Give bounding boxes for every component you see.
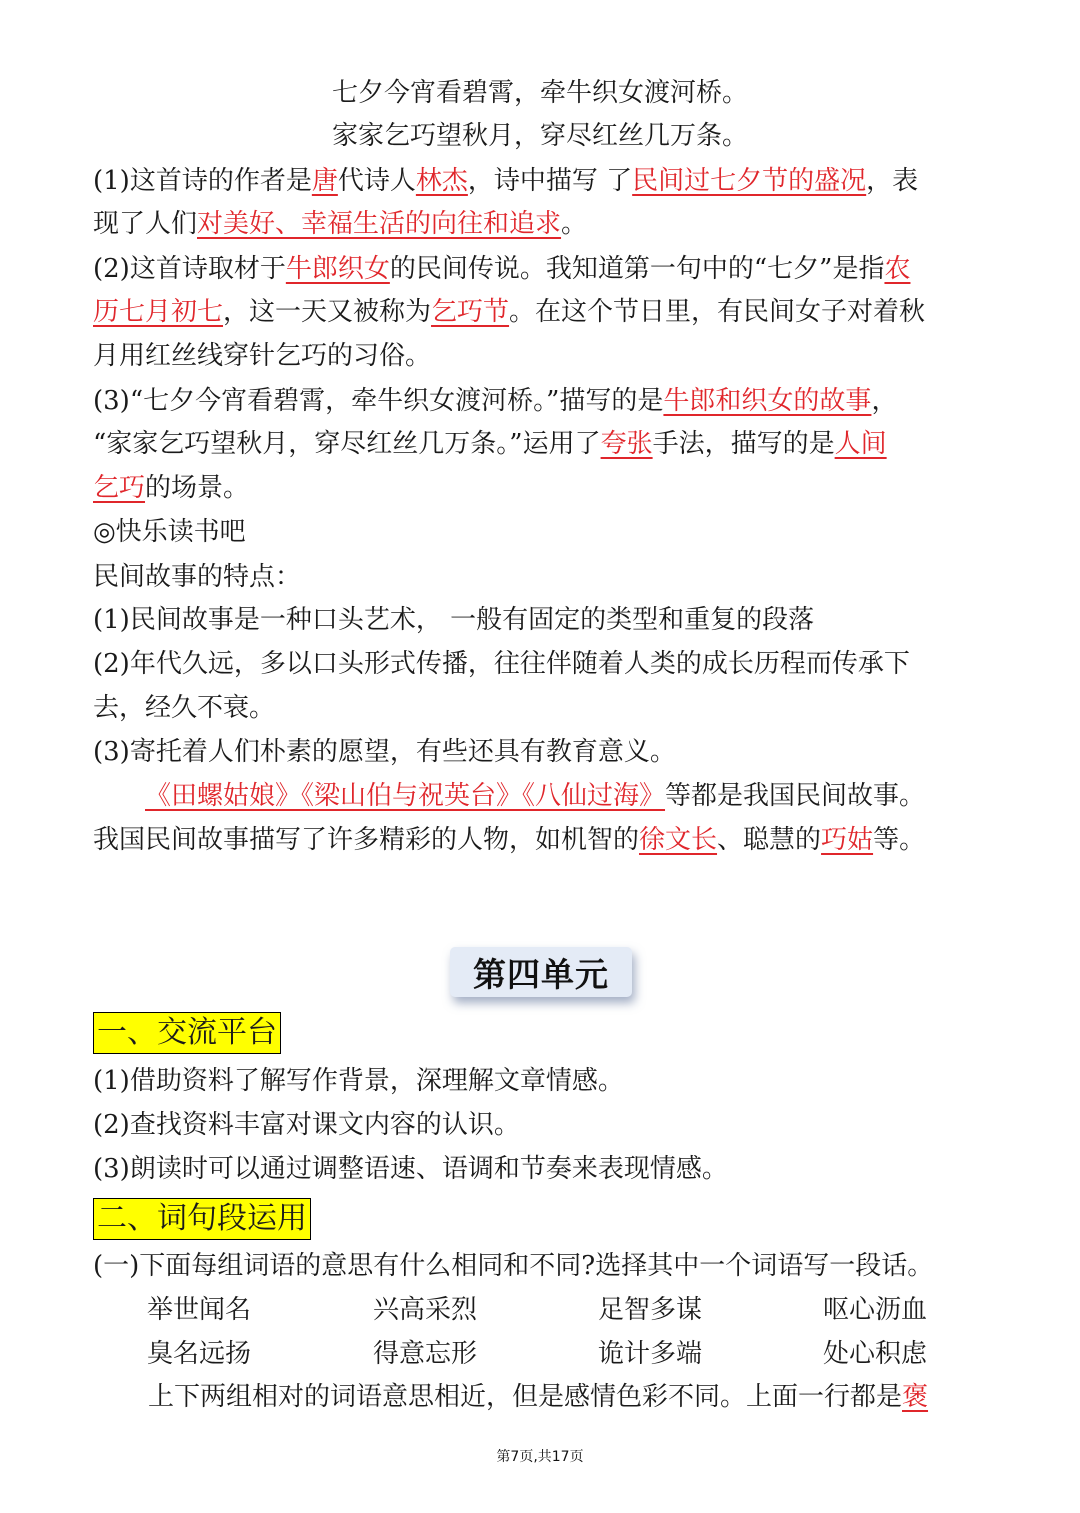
word-row1-2: 兴高采烈 bbox=[373, 1295, 478, 1325]
feature-2-line-2: 去，经久不衰。 bbox=[93, 693, 276, 723]
question-2-line-1: (2)这首诗取材于牛郎织女的民间传说。我知道第一句中的“七夕”是指农 bbox=[93, 254, 911, 284]
features-title: 民间故事的特点： bbox=[93, 562, 302, 592]
answer-scene-start: 人间 bbox=[834, 429, 887, 459]
question-3-line-2: “家家乞巧望秋月，穿尽红丝几万条。”运用了夸张手法，描写的是人间 bbox=[93, 429, 887, 459]
section-1-item-3: (3)朗读时可以通过调整语速、语调和节奏来表现情感。 bbox=[93, 1154, 728, 1184]
word-row1-1: 举世闻名 bbox=[147, 1295, 252, 1325]
page-number: 第7页,共17页 bbox=[496, 1449, 584, 1465]
section-2-title: 二、词句段运用 bbox=[93, 1198, 311, 1240]
question-1-line-2: 现了人们对美好、幸福生活的向往和追求。 bbox=[93, 209, 588, 239]
answer-scene: 民间过七夕节的盛况 bbox=[632, 166, 867, 196]
answer-scene-end: 乞巧 bbox=[93, 473, 146, 503]
word-row1-4: 呕心沥血 bbox=[823, 1295, 928, 1325]
stories-line: 《田螺姑娘》《梁山伯与祝英台》《八仙过海》等都是我国民间故事。 bbox=[145, 781, 926, 811]
answer-stories: 《田螺姑娘》《梁山伯与祝英台》《八仙过海》 bbox=[145, 781, 666, 811]
answer-expression: 对美好、幸福生活的向往和追求 bbox=[197, 209, 562, 239]
answer-legend: 牛郎织女 bbox=[285, 254, 390, 284]
answer-technique: 夸张 bbox=[600, 429, 653, 459]
question-2-line-2: 历七月初七，这一天又被称为乞巧节。在这个节日里，有民间女子对着秋 bbox=[93, 297, 926, 327]
question-3-line-3: 乞巧的场景。 bbox=[93, 473, 250, 503]
answer-sentiment: 褒 bbox=[902, 1382, 929, 1412]
section-1-item-1: (1)借助资料了解写作背景，深理解文章情感。 bbox=[93, 1066, 624, 1096]
answer-date-end: 历七月初七 bbox=[93, 297, 224, 327]
poem-line-2: 家家乞巧望秋月，穿尽红丝几万条。 bbox=[331, 121, 748, 151]
question-1-line-1: (1)这首诗的作者是唐代诗人林杰，诗中描写 了民间过七夕节的盛况，表 bbox=[93, 166, 919, 196]
reading-heading: ◎快乐读书吧 bbox=[93, 517, 246, 547]
answer-person-2: 巧姑 bbox=[821, 825, 874, 855]
feature-2-line-1: (2)年代久远，多以口头形式传播，往往伴随着人类的成长历程而传承下 bbox=[93, 649, 910, 679]
word-row2-1: 臭名远扬 bbox=[147, 1339, 252, 1369]
section-1-item-2: (2)查找资料丰富对课文内容的认识。 bbox=[93, 1110, 520, 1140]
section-2-question: (一)下面每组词语的意思有什么相同和不同?选择其中一个词语写一段话。 bbox=[93, 1251, 934, 1281]
word-row2-4: 处心积虑 bbox=[823, 1339, 928, 1369]
section-2-explanation: 上下两组相对的词语意思相近，但是感情色彩不同。上面一行都是褒 bbox=[148, 1382, 929, 1412]
question-3-line-1: (3)“七夕今宵看碧霄，牵牛织女渡河桥。”描写的是牛郎和织女的故事， bbox=[93, 386, 898, 416]
feature-3: (3)寄托着人们朴素的愿望，有些还具有教育意义。 bbox=[93, 737, 676, 767]
poem-line-1: 七夕今宵看碧霄，牵牛织女渡河桥。 bbox=[331, 78, 748, 108]
answer-dynasty: 唐 bbox=[311, 166, 338, 196]
word-row2-3: 诡计多端 bbox=[598, 1339, 703, 1369]
answer-author: 林杰 bbox=[415, 166, 468, 196]
word-row2-2: 得意忘形 bbox=[373, 1339, 478, 1369]
answer-festival: 乞巧节 bbox=[431, 297, 510, 327]
answer-person-1: 徐文长 bbox=[639, 825, 718, 855]
people-line: 我国民间故事描写了许多精彩的人物，如机智的徐文长、聪慧的巧姑等。 bbox=[93, 825, 926, 855]
feature-1: (1)民间故事是一种口头艺术， 一般有固定的类型和重复的段落 bbox=[93, 605, 815, 635]
question-2-line-3: 月用红丝线穿针乞巧的习俗。 bbox=[93, 341, 432, 371]
answer-story: 牛郎和织女的故事 bbox=[663, 386, 872, 416]
word-row1-3: 足智多谋 bbox=[598, 1295, 703, 1325]
answer-date-start: 农 bbox=[884, 254, 911, 284]
section-1-title: 一、交流平台 bbox=[93, 1012, 281, 1054]
unit-title: 第四单元 bbox=[450, 947, 632, 997]
